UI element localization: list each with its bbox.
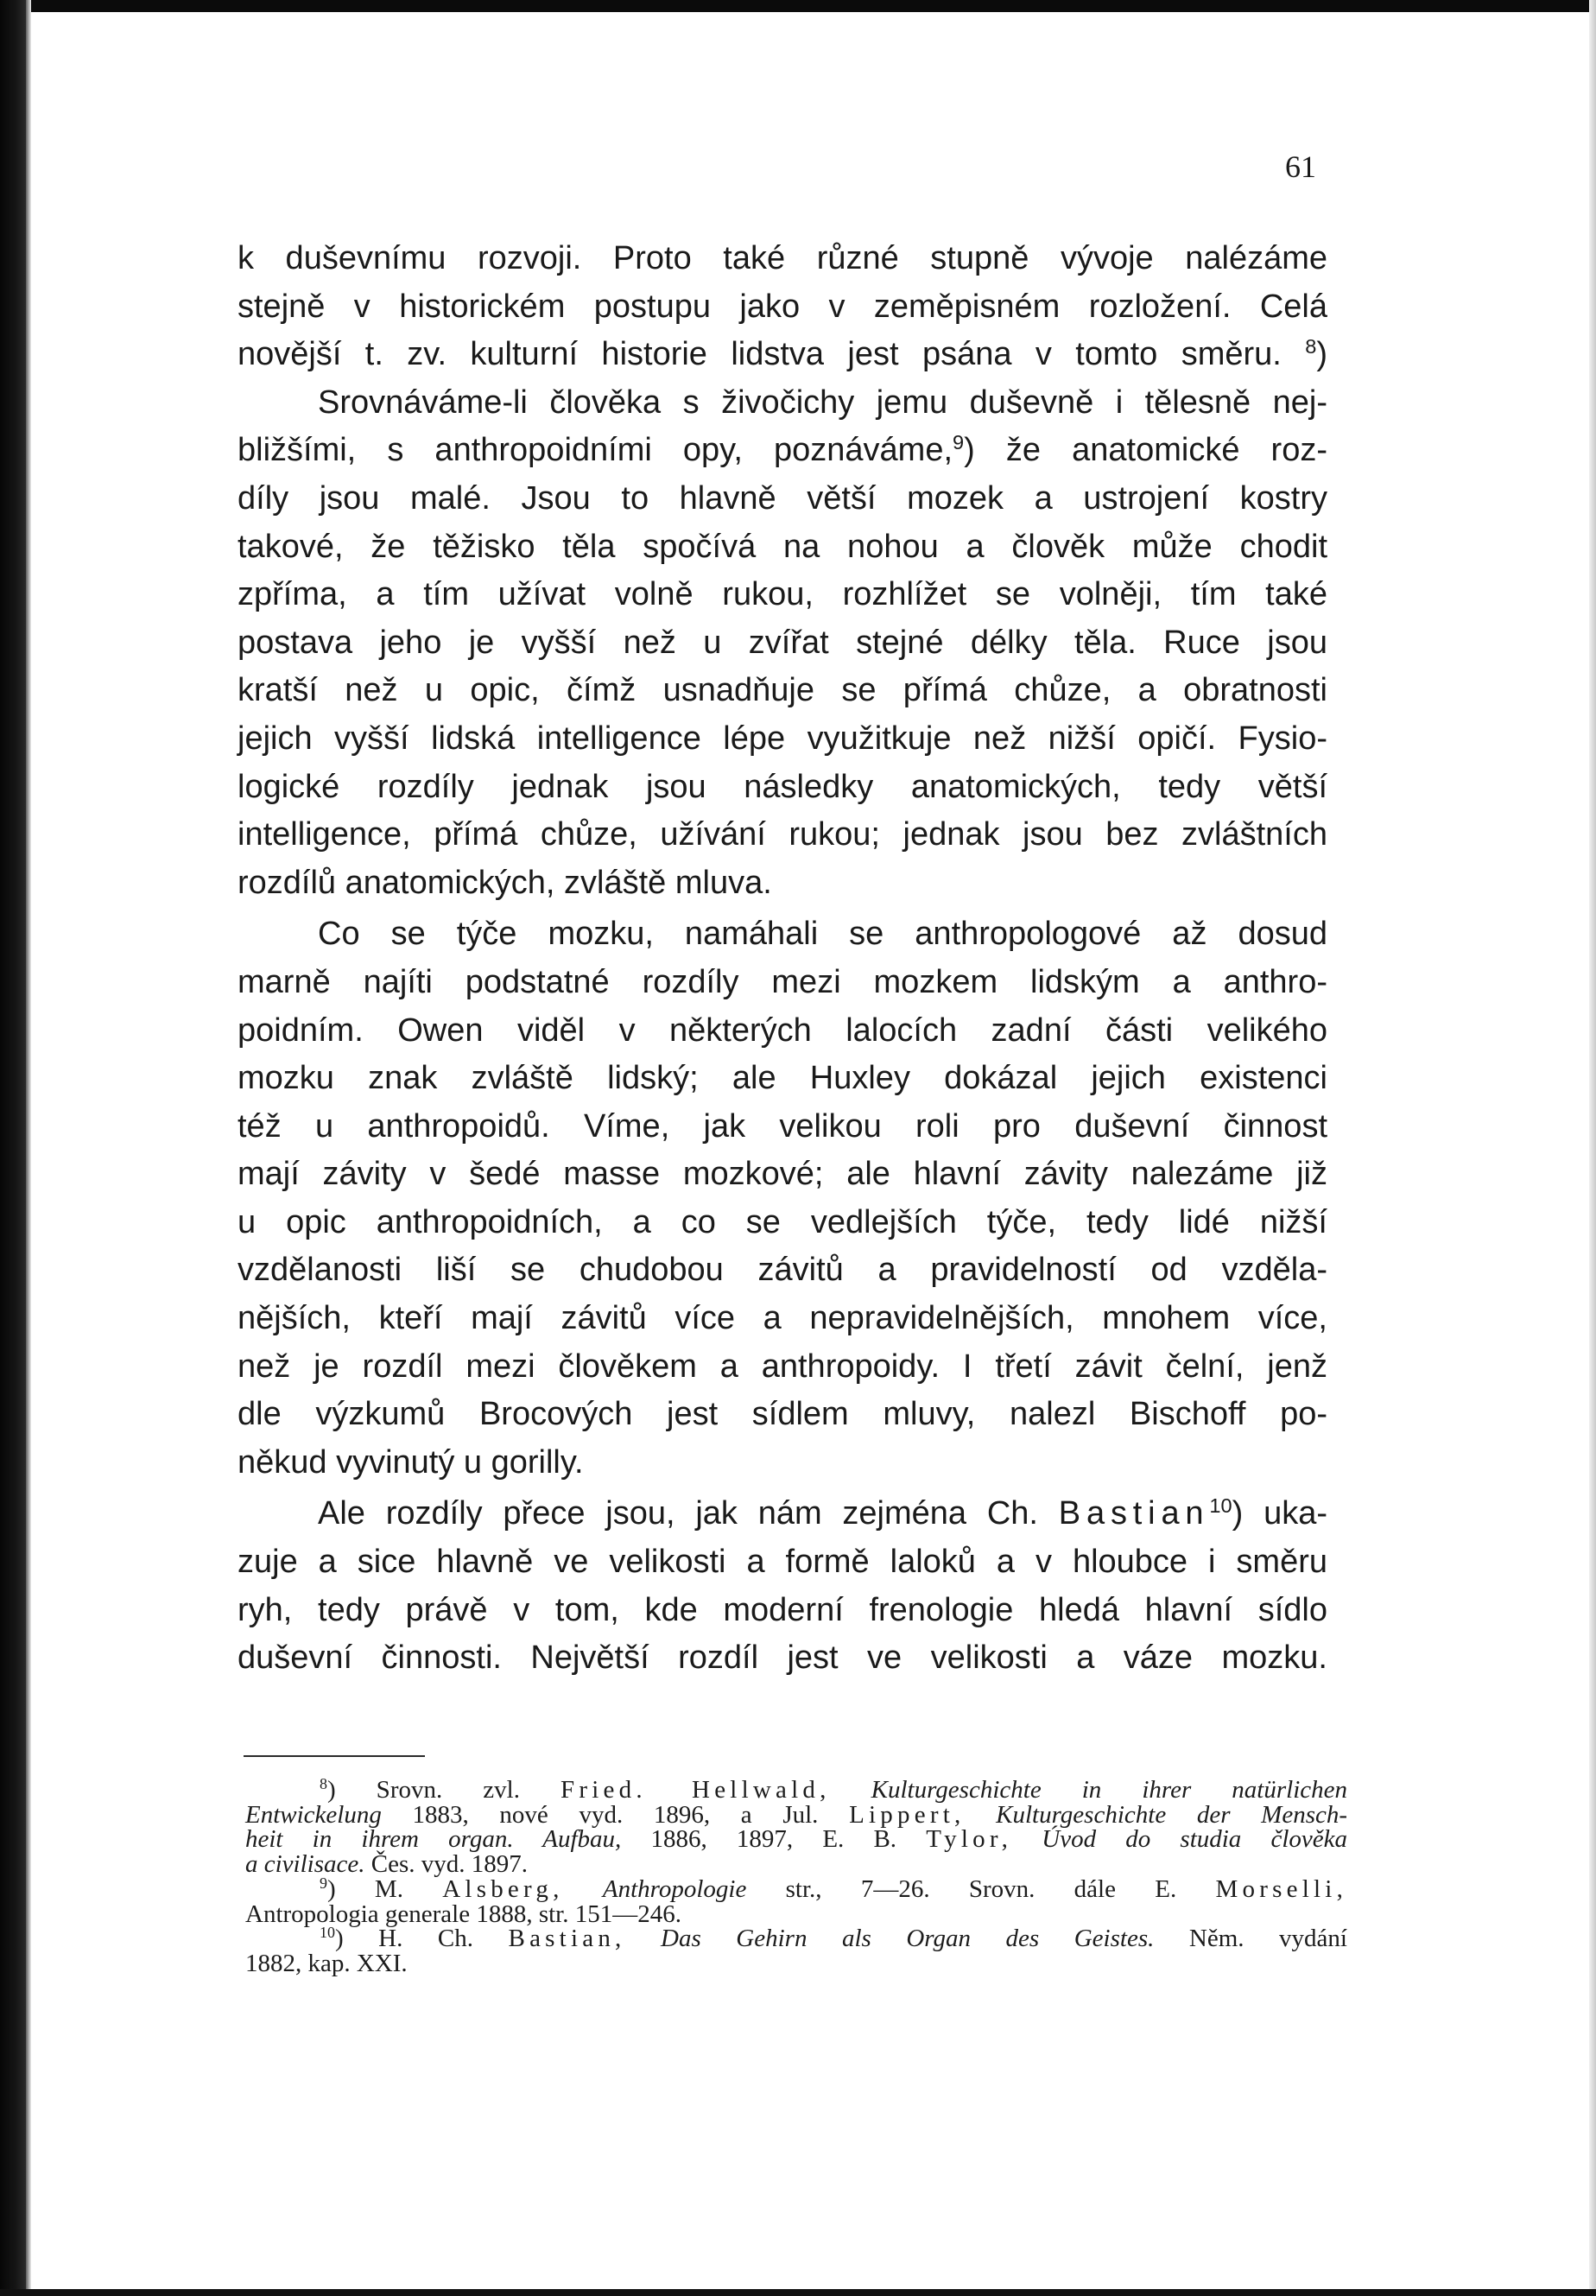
text-segment: Čes. vyd. 1897. xyxy=(370,1850,529,1879)
page-number: 61 xyxy=(1285,149,1316,184)
text-line xyxy=(238,427,1327,475)
text-line: k duševnímu rozvoji. Proto také různé stupně vývoje nalézáme xyxy=(238,240,1327,276)
text-line: nějších, kteří mají závitů více a nepravidelnějších, mnohem více, xyxy=(238,1300,1327,1337)
scan-border-left xyxy=(0,0,26,2296)
footnote-ref: 8 xyxy=(1305,335,1317,358)
text-segment: Něm. vydání xyxy=(1188,1925,1347,1953)
footnote xyxy=(245,1874,1348,1928)
text-line: poidním. Owen viděl v některých lalocích zadní části velikého xyxy=(238,1012,1327,1049)
paragraph xyxy=(238,910,1327,1487)
footnote-mark: 8 xyxy=(320,1775,327,1793)
footnote-line: 1882, kap. XXI. xyxy=(245,1949,408,1977)
author-name: Alsberg, xyxy=(442,1874,564,1903)
text-line: postava jeho je vyšší než u zvířat stejné délky těla. Ruce jsou xyxy=(238,624,1327,661)
book-title: a civilisace. xyxy=(245,1850,365,1879)
footnote-ref: 10 xyxy=(1209,1494,1232,1518)
text-segment: str., 7—26. Srovn. dále E. xyxy=(785,1874,1177,1903)
text-line: díly jsou malé. Jsou to hlavně větší mozek a ustrojení kostry xyxy=(238,479,1327,517)
author-name: Bastian xyxy=(1058,1495,1210,1532)
text-line: zuje a sice hlavně ve velikosti a formě laloků a v hloubce i směru xyxy=(238,1544,1327,1581)
book-title: Entwickelung xyxy=(245,1800,382,1829)
paragraph xyxy=(238,235,1327,379)
text-line: marně najíti podstatné rozdíly mezi mozkem lidským a anthro- xyxy=(238,963,1327,1000)
text-line: zpříma, a tím užívat volně rukou, rozhlížet se volněji, tím také xyxy=(238,576,1327,613)
text-line: Srovnáváme-li člověka s živočichy jemu duševně i tělesně nej- xyxy=(318,384,1327,421)
footnotes xyxy=(245,1775,1348,1977)
book-title: Kulturgeschichte der Mensch- xyxy=(996,1800,1348,1829)
footnote-line xyxy=(245,1852,1347,1877)
footnote xyxy=(245,1926,1347,1976)
author-name: Tylor, xyxy=(926,1825,1013,1854)
book-title: Úvod do studia člověka xyxy=(1042,1825,1348,1854)
text-line: mají závity v šedé masse mozkové; ale hlavní závity nalezáme již xyxy=(238,1156,1327,1193)
text-line: dle výzkumů Brocových jest sídlem mluvy, nalezl Bischoff po- xyxy=(238,1396,1327,1433)
text-line: než je rozdíl mezi člověkem a anthropoidy. I třetí závit čelní, jenž xyxy=(238,1348,1327,1385)
footnote-line xyxy=(245,1800,1348,1829)
scan-border-right xyxy=(1589,0,1596,2296)
text-segment: ) uka- xyxy=(1232,1495,1327,1532)
paragraph xyxy=(238,379,1327,908)
text-segment: ) M. xyxy=(326,1874,403,1903)
book-title: Anthropologie xyxy=(602,1874,747,1903)
book-title: Das Gehirn als Organ des Geistes. xyxy=(661,1925,1155,1953)
text-segment: Ale rozdíly přece jsou, jak nám zejména Ch. xyxy=(318,1495,1038,1532)
text-line: stejně v historickém postupu jako v zeměpisném rozložení. Celá xyxy=(238,288,1327,325)
text-line xyxy=(238,1490,1327,1538)
author-name: Bastian, xyxy=(508,1925,626,1953)
text-line: vzdělanosti liší se chudobou závitů a pravidelností od vzděla- xyxy=(238,1252,1327,1289)
footnote-line xyxy=(245,1926,1347,1951)
text-line: takové, že těžisko těla spočívá na nohou a člověk může chodit xyxy=(238,528,1327,565)
footnote-line: Antropologia generale 1888, str. 151—246. xyxy=(245,1900,681,1928)
scan-border-top xyxy=(0,0,1596,12)
footnote-line xyxy=(245,1775,1348,1804)
text-line: duševní činnosti. Největší rozdíl jest ve velikosti a váze mozku. xyxy=(238,1640,1327,1677)
footnote-ref: 9 xyxy=(953,431,965,454)
text-line: intelligence, přímá chůze, užívání rukou; jednak jsou bez zvláštních xyxy=(238,816,1327,853)
footnote xyxy=(245,1775,1348,1879)
text-line: kratší než u opic, čímž usnadňuje se přímá chůze, a obratnosti xyxy=(238,672,1327,709)
author-name: Lippert, xyxy=(849,1800,966,1829)
text-line: rozdílů anatomických, zvláště mluva. xyxy=(238,864,772,901)
author-name: Morselli, xyxy=(1215,1874,1348,1903)
footnote-line xyxy=(245,1827,1347,1852)
footnote-line xyxy=(245,1874,1348,1903)
text-line: u opic anthropoidních, a co se vedlejších týče, tedy lidé nižší xyxy=(238,1203,1327,1240)
text-segment: bližšími, s anthropoidními opy, poznáváme, xyxy=(238,432,953,469)
paragraph xyxy=(238,1490,1327,1682)
text-segment: ) že anatomické roz- xyxy=(964,432,1327,469)
text-line: někud vyvinutý u gorilly. xyxy=(238,1443,584,1481)
text-segment: 1886, 1897, E. B. xyxy=(650,1825,897,1854)
text-line: logické rozdíly jednak jsou následky anatomických, tedy větší xyxy=(238,768,1327,805)
book-title: Kulturgeschichte in ihrer natürlichen xyxy=(871,1776,1348,1804)
book-title: heit in ihrem organ. Aufbau, xyxy=(245,1825,622,1854)
text-line: též u anthropoidů. Víme, jak velikou roli pro duševní činnost xyxy=(238,1107,1327,1145)
text-segment: ) Srovn. zvl. xyxy=(326,1776,520,1804)
text-line: ryh, tedy právě v tom, kde moderní frenologie hledá hlavní sídlo xyxy=(238,1591,1327,1628)
text-segment: novější t. zv. kulturní historie lidstva jest psána v tomto směru. xyxy=(238,336,1282,373)
text-line: mozku znak zvláště lidský; ale Huxley dokázal jejich existenci xyxy=(238,1060,1327,1097)
footnote-mark: 10 xyxy=(320,1924,335,1942)
author-name: Fried. Hellwald, xyxy=(560,1776,831,1804)
body-text xyxy=(238,235,1327,1683)
text-line: Co se týče mozku, namáhali se anthropologové až dosud xyxy=(318,916,1327,953)
scan-border-bottom xyxy=(0,2289,1596,2296)
footnote-divider xyxy=(244,1755,425,1757)
text-segment: ) xyxy=(1316,336,1328,373)
text-segment: ) H. Ch. xyxy=(334,1925,473,1953)
text-line: jejich vyšší lidská intelligence lépe využitkuje než nižší opičí. Fysio- xyxy=(238,720,1327,757)
scan-binding-shadow xyxy=(26,0,31,2296)
text-segment: 1883, nové vyd. 1896, a Jul. xyxy=(412,1800,819,1829)
text-line xyxy=(238,331,1327,379)
footnote-mark: 9 xyxy=(320,1874,327,1892)
